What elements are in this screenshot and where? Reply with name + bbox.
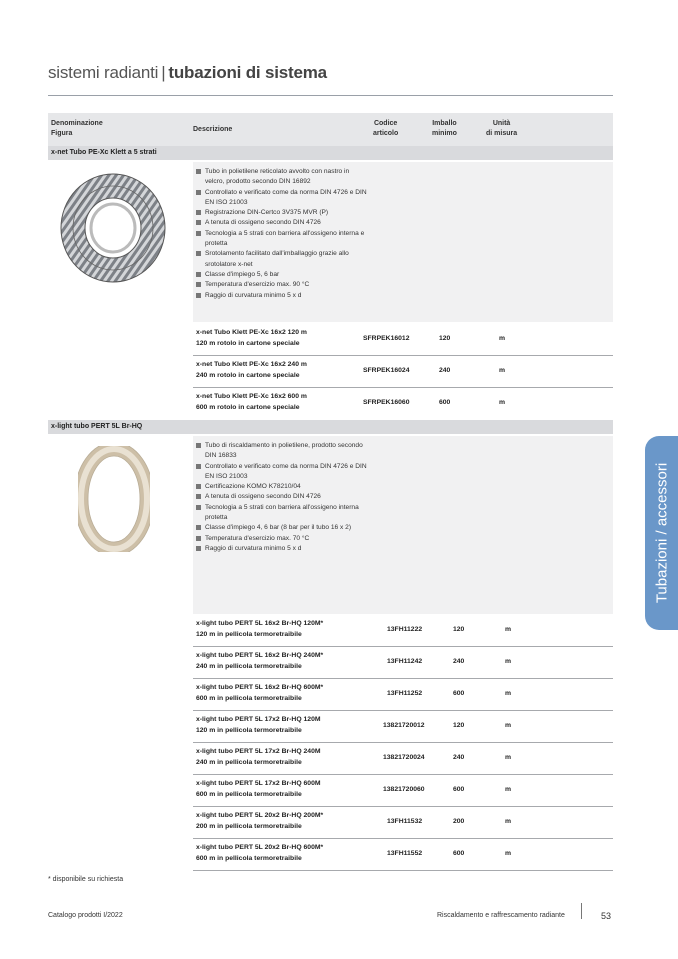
header-packaging: Imballo minimo [432,120,457,137]
footnote: * disponibile su richiesta [48,876,124,883]
table-row: x-light tubo PERT 5L 17x2 Br-HQ 240M 240 m in pellicola termoretraibile 13821720024 240 m [196,748,512,766]
feature-item: Classe d'impiego 4, 6 bar (8 bar per il tubo 16 x 2) [195,523,370,533]
table-row: x-net Tubo Klett PE-Xc 16x2 240 m 240 m rotolo in cartone speciale SFRPEK16024 240 m [196,361,506,379]
row-divider [193,806,613,807]
feature-item: Classe d'impiego 5, 6 bar [195,270,370,280]
table-row: x-light tubo PERT 5L 17x2 Br-HQ 600M 600 m in pellicola termoretraibile 13821720060 600 m [196,780,512,798]
feature-item: Tecnologia a 5 strati con barriera all'ossigeno interna e protetta [195,229,370,250]
xlight-pipe-coil-image [78,446,150,552]
feature-list-xlight [195,441,370,554]
feature-item: Tecnologia a 5 strati con barriera all'ossigeno interna protetta [195,503,370,524]
table-row: x-light tubo PERT 5L 17x2 Br-HQ 120M 120 m in pellicola termoretraibile 13821720012 120 m [196,716,512,734]
title-separator: | [161,63,166,82]
table-row: x-net Tubo Klett PE-Xc 16x2 120 m 120 m rotolo in cartone speciale SFRPEK16012 120 m [196,329,506,347]
footer-section: Riscaldamento e raffrescamento radiante [437,912,565,919]
feature-item: Raggio di curvatura minimo 5 x d [195,544,370,554]
row-divider [193,742,613,743]
table-row: x-light tubo PERT 5L 16x2 Br-HQ 120M* 120 m in pellicola termoretraibile 13FH11222 120 m [196,620,512,638]
feature-item: Registrazione DIN-Certco 3V375 MVR (P) [195,208,370,218]
table-row: x-light tubo PERT 5L 20x2 Br-HQ 600M* 600 m in pellicola termoretraibile 13FH11552 600 m [196,844,512,862]
group-header-xnet: x-net Tubo PE-Xc Klett a 5 strati [48,146,613,160]
feature-item: Tubo di riscaldamento in polietilene, prodotto secondo DIN 16833 [195,441,370,462]
header-code: Codice articolo [373,120,399,137]
feature-item: Temperatura d'esercizio max. 70 °C [195,534,370,544]
feature-item: Controllato e verificato come da norma DIN 4726 e DIN EN ISO 21003 [195,188,370,209]
title-section: sistemi radianti [48,63,159,82]
header-name: Denominazione Figura [51,120,103,137]
header-description: Descrizione [193,126,233,133]
row-divider [193,678,613,679]
table-row: x-light tubo PERT 5L 20x2 Br-HQ 200M* 200 m in pellicola termoretraibile 13FH11532 200 m [196,812,512,830]
title-rule [48,95,613,96]
feature-item: Certificazione KOMO K78210/04 [195,482,370,492]
feature-item: A tenuta di ossigeno secondo DIN 4726 [195,218,370,228]
table-row: x-light tubo PERT 5L 16x2 Br-HQ 240M* 240 m in pellicola termoretraibile 13FH11242 240 m [196,652,512,670]
feature-list-xnet [195,167,370,301]
feature-item: Controllato e verificato come da norma DIN 4726 e DIN EN ISO 21003 [195,462,370,483]
row-divider [193,774,613,775]
xnet-pipe-coil-image [58,172,168,284]
section-side-tab [645,436,678,630]
feature-item: Srotolamento facilitato dall'imballaggio grazie allo srotolatore x-net [195,249,370,270]
row-divider [193,387,613,388]
title-topic: tubazioni di sistema [168,63,327,82]
feature-item: Temperatura d'esercizio max. 90 °C [195,280,370,290]
table-row: x-light tubo PERT 5L 16x2 Br-HQ 600M* 600 m in pellicola termoretraibile 13FH11252 600 m [196,684,512,702]
footer-separator [581,903,582,919]
row-divider [193,710,613,711]
page-title [48,63,327,83]
feature-item: A tenuta di ossigeno secondo DIN 4726 [195,492,370,502]
group-header-xlight: x-light tubo PERT 5L Br-HQ [48,420,613,434]
row-divider [193,646,613,647]
feature-item: Raggio di curvatura minimo 5 x d [195,291,370,301]
table-bottom-rule [193,870,613,871]
row-divider [193,838,613,839]
page-number: 53 [601,911,612,921]
side-tab-label: Tubazioni / accessori [653,462,670,604]
feature-item: Tubo in polietilene reticolato avvolto con nastro in velcro, prodotto secondo DIN 16892 [195,167,370,188]
table-header [48,113,613,146]
footer-catalog: Catalogo prodotti I/2022 [48,912,123,919]
row-divider [193,355,613,356]
header-unit: Unità di misura [486,120,518,137]
table-row: x-net Tubo Klett PE-Xc 16x2 600 m 600 m rotolo in cartone speciale SFRPEK16060 600 m [196,393,506,411]
